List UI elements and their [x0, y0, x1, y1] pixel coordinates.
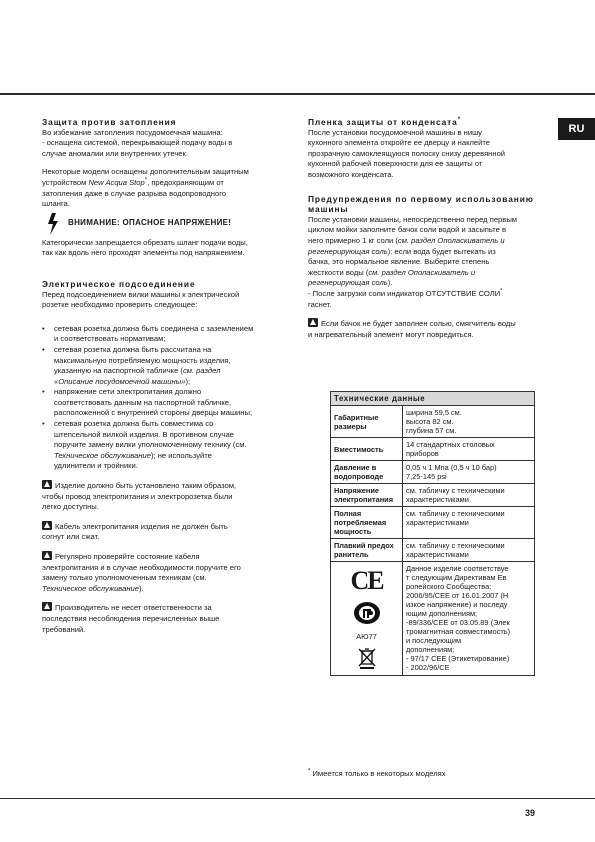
note-icon: [308, 318, 318, 327]
condensation-film-text: После установки посудомоечной машины в нишу кухонного элемента откройте ее дверцу и наклейте прозрачную самоклеящуюся полоску снизу деревянной кухонной рабочей поверхности для ее защиты от возможного конденсата.: [308, 127, 506, 179]
table-row: [331, 562, 535, 676]
gost-code: АЮ77: [356, 632, 377, 641]
flood-protection-p2: Некоторые модели оснащены дополнительным защитным устройством New Acqua Stop*, предохраняющим от затопления даже в случае разрыва водопроводного шланга.: [42, 167, 249, 209]
condensation-film-title: Пленка защиты от конденсата*: [308, 117, 461, 127]
directives-text: Данное изделие соответствуе т следующим Директивам Ев ропейского Сообщества: 2006/95/CEE от 16.01.2007 (Н изкое напряжение) и последу ющим дополнениям; -89/336/CEE от 03.05.89 (Элек тромагнитная совместимость) и последующим дополнениям; - 97/17 CEE (Этикетирование) - 2002/96/CE: [403, 562, 535, 676]
flood-protection-title: Защита против затопления: [42, 117, 177, 127]
footnote: * Имеется только в некоторых моделях: [308, 768, 446, 778]
first-use-text: После установки машины, непосредственно перед первым циклом мойки заполните бачок соли водой и засыпьте в него примерно 1 кг соли (см. раздел Ополаскиватель и регенерирующая соль): если вода будет вытекать из бачка, это нормальное явление. Выберите степень жесткости воды (см. раздел Ополаскиватель и регенерирующая соль). - После загрузки соли индикатор ОТСУТСТВИЕ СОЛИ* гаснет.: [308, 214, 517, 309]
table-row: Вместимость 14 стандартных столовых приборов: [331, 438, 535, 461]
note-icon: [42, 480, 52, 489]
table-header: Технические данные: [331, 392, 535, 406]
warning-title: ВНИМАНИЕ: ОПАСНОЕ НАПРЯЖЕНИЕ!: [68, 218, 232, 228]
page-number: 39: [525, 808, 536, 818]
note-accessibility: Изделие должно быть установлено таким образом, чтобы провод электропитания и электророзетка были легко доступны.: [42, 481, 237, 512]
table-row: Габаритные размеры ширина 59,5 см. высота 82 см. глубина 57 см.: [331, 406, 535, 438]
table-row: Полная потребляемая мощность см. табличку с техническими характеристиками: [331, 507, 535, 539]
note-inspection: Регулярно проверяйте состояние кабеля электропитания и в случае необходимости поручите его замену только уполномоченным техникам (см. Техническое обслуживание).: [42, 552, 241, 593]
list-item: • сетевая розетка должна быть совместима со штепсельной вилкой изделия. В противном случае поручите замену вилки уполномоченному технику (см. Техническое обслуживание); не используйте удлинители и тройники.: [42, 419, 284, 472]
list-item: • сетевая розетка должна быть соединена с заземлением и соответствовать нормативам;: [42, 324, 284, 345]
certification-logos: [331, 562, 403, 676]
first-use-title: Предупреждения по первому использованию машины: [308, 193, 534, 215]
electrical-connection-title: Электрическое подсоединение: [42, 278, 196, 289]
top-rule: [0, 93, 595, 95]
note-icon: [42, 521, 52, 530]
table-row: Плавкий предох ранитель см. табличку с техническими характеристиками: [331, 539, 535, 562]
technical-data-table: [330, 391, 535, 676]
table-row: Давление в водопроводе 0,05 ч 1 Мпа (0,5 ч 10 бар) 7,25-145 psi: [331, 461, 535, 484]
weee-bin-icon: [357, 647, 377, 669]
ce-mark-icon: CE: [350, 566, 383, 595]
lightning-bolt-icon: [46, 213, 60, 235]
note-icon: [42, 551, 52, 560]
flood-protection-p1: Во избежание затопления посудомоечная машина: - оснащена системой, перекрывающей подачу воды в случае аномалии или внутренних утечек.: [42, 127, 233, 158]
language-badge: RU: [558, 118, 595, 140]
salt-note: Если бачок не будет заполнен солью, смягчитель воды и нагревательный элемент могут повредиться.: [308, 319, 516, 339]
list-item: • напряжение сети электропитания должно соответствовать данным на паспортной табличке, расположенной с внутренней стороны дверцы машины;: [42, 387, 284, 419]
note-icon: [42, 602, 52, 611]
right-column: [308, 117, 540, 340]
gost-r-mark-icon: [352, 600, 382, 626]
note-cable: Кабель электропитания изделия не должен быть согнут или сжат.: [42, 521, 228, 542]
electrical-intro: Перед подсоединением вилки машины к электрической розетке необходимо проверить следующее:: [42, 289, 240, 310]
left-column: [42, 117, 284, 635]
electrical-checklist: [42, 324, 284, 472]
warning-text: Категорически запрещается обрезать шланг подачи воды, так как вдоль него проходят элементы под напряжением.: [42, 237, 248, 258]
list-item: • сетевая розетка должна быть рассчитана на максимальную потребляемую мощность изделия, указанную на паспортной табличке (см. раздел «Описание посудомоечной машины»);: [42, 345, 284, 387]
bottom-rule: [0, 798, 595, 799]
note-liability: Производитель не несет ответственности за последствия несоблюдения перечисленных выше требований.: [42, 603, 220, 634]
voltage-warning: [46, 213, 284, 235]
table-row: Напряжение электропитания см. табличку с техническими характеристиками: [331, 484, 535, 507]
